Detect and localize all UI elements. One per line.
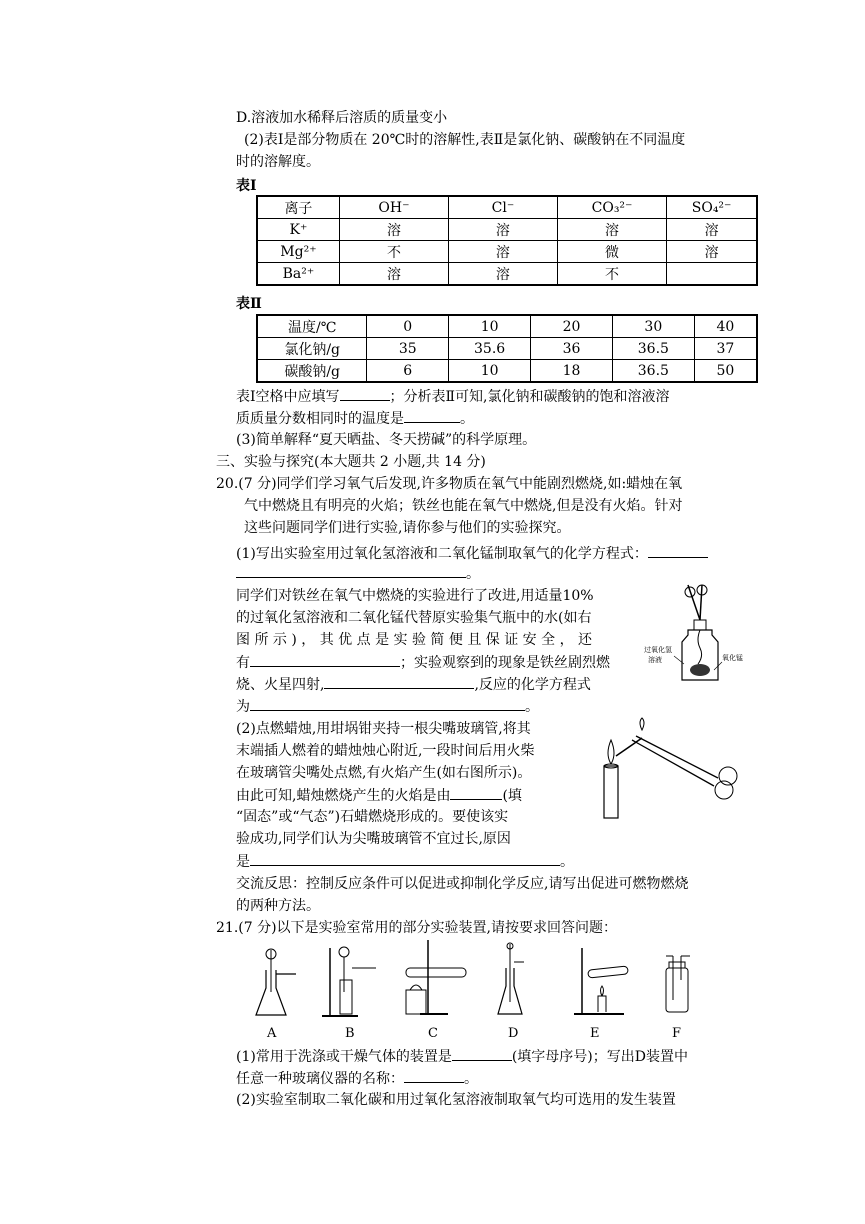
apparatus-b [322, 947, 376, 1016]
figure-label: 过氧化氢 [644, 646, 672, 654]
apparatus-f [666, 956, 690, 1012]
table-cell: 溶 [448, 241, 557, 263]
apparatus-d [498, 943, 524, 1014]
text-segment: 任意一种玻璃仪器的名称： [236, 1071, 404, 1087]
table-cell: Cl⁻ [448, 196, 557, 219]
q20-line-2: 气中燃烧且有明亮的火焰；铁丝也能在氧气中燃烧,但是没有火焰。针对 [244, 498, 683, 514]
apparatus-label: A [267, 1026, 277, 1041]
iron-line-5 [236, 674, 591, 695]
apparatus-e [574, 948, 628, 1014]
text-segment: 为 [236, 699, 250, 715]
q21-part-1 [236, 1046, 688, 1067]
apparatus-a [256, 949, 296, 1015]
table-cell: 30 [612, 315, 694, 338]
iron-line-1: 同学们对铁丝在氧气中燃烧的实验进行了改进,用适量10% [236, 588, 594, 604]
answer-blank[interactable] [250, 652, 400, 667]
table-cell: 溶 [339, 263, 448, 286]
table-cell: 10 [449, 315, 531, 338]
text-segment: 。 [460, 411, 474, 427]
table-cell: 36.5 [612, 360, 694, 383]
candle-line-5: “固态”或“气态”)石蜡燃烧形成的。要使该实 [236, 809, 509, 825]
q20-line-3: 这些问题同学们进行实验,请你参与他们的实验探究。 [244, 520, 571, 536]
table-1-title: 表Ⅰ [236, 178, 257, 194]
question-2-text-cont: 时的溶解度。 [236, 154, 320, 170]
table-cell: K⁺ [257, 219, 339, 241]
table-row [257, 219, 757, 241]
iron-line-6 [236, 696, 539, 717]
iron-line-4 [236, 652, 610, 673]
table-cell: 40 [694, 315, 757, 338]
table-1 [256, 195, 758, 286]
table-cell: 35.6 [449, 338, 531, 360]
table-row [257, 360, 757, 383]
table-cell: 温度/℃ [257, 315, 367, 338]
table-cell: OH⁻ [339, 196, 448, 219]
table-row [257, 338, 757, 360]
q20-part-1-cont [236, 563, 480, 584]
table-cell: Ba²⁺ [257, 263, 339, 286]
reflection-line-1: 交流反思：控制反应条件可以促进或抑制化学反应,请写出促进可燃物燃烧 [236, 876, 689, 892]
text-segment: 。 [466, 566, 480, 582]
text-segment: (1)常用于洗涤或干燥气体的装置是 [236, 1049, 452, 1065]
table-cell [667, 263, 757, 286]
table-cell: 0 [367, 315, 449, 338]
text-segment: (填 [502, 788, 522, 804]
candle-line-2: 末端插人燃着的蜡烛烛心附近,一段时间后用火柴 [236, 743, 535, 759]
answer-blank[interactable] [340, 386, 390, 401]
text-segment: ；分析表Ⅱ可知,氯化钠和碳酸钠的饱和溶液溶 [389, 389, 670, 405]
table-question-line-cont [236, 408, 474, 429]
answer-blank[interactable] [450, 785, 502, 800]
table-cell: 碳酸钠/g [257, 360, 367, 383]
question-3: (3)简单解释“夏天晒盐、冬天捞碱”的科学原理。 [236, 432, 537, 448]
table-cell: 50 [694, 360, 757, 383]
option-d: D.溶液加水稀释后溶质的质量变小 [236, 110, 448, 126]
table-row [257, 196, 757, 219]
table-cell: CO₃²⁻ [557, 196, 666, 219]
q20-part-1 [236, 543, 708, 564]
apparatus-label: C [428, 1026, 438, 1041]
apparatus-label: E [590, 1026, 600, 1041]
q21-text: 21.(7 分)以下是实验室常用的部分实验装置,请按要求回答问题： [216, 920, 617, 936]
table-cell: 溶 [448, 219, 557, 241]
figure-label: 溶液 [648, 656, 662, 664]
q21-part-2: (2)实验室制取二氧化碳和用过氧化氢溶液制取氧气均可选用的发生装置 [236, 1092, 676, 1108]
text-segment: 有 [236, 655, 250, 671]
text-segment: 烧、火星四射, [236, 677, 325, 693]
table-cell: SO₄²⁻ [667, 196, 757, 219]
table-cell: 不 [339, 241, 448, 263]
q20-line-1: 20.(7 分)同学们学习氧气后发现,许多物质在氧气中能剧烈燃烧,如:蜡烛在氧 [216, 476, 683, 492]
reflection-line-2: 的两种方法。 [236, 898, 320, 914]
table-cell: 离子 [257, 196, 339, 219]
table-question-line [236, 386, 670, 407]
table-cell: 溶 [339, 219, 448, 241]
apparatus-label: F [672, 1026, 682, 1041]
apparatus-figures [248, 940, 708, 1020]
table-row [257, 263, 757, 286]
table-cell: Mg²⁺ [257, 241, 339, 263]
apparatus-c [406, 940, 466, 1014]
section-3-heading: 三、实验与探究(本大题共 2 小题,共 14 分) [216, 454, 486, 470]
apparatus-label: B [345, 1026, 355, 1041]
answer-blank[interactable] [324, 674, 474, 689]
answer-blank[interactable] [404, 408, 460, 423]
table-row [257, 241, 757, 263]
text-segment: ；实验观察到的现象是铁丝剧烈燃 [400, 655, 610, 671]
table-2-title: 表Ⅱ [236, 296, 262, 312]
table-cell: 36.5 [612, 338, 694, 360]
candle-line-6: 验成功,同学们认为尖嘴玻璃管不宜过长,原因 [236, 831, 511, 847]
table-2 [256, 314, 758, 383]
answer-blank[interactable] [452, 1046, 512, 1061]
text-segment: 质质量分数相同时的温度是 [236, 411, 404, 427]
table-cell: 溶 [557, 219, 666, 241]
table-cell: 35 [367, 338, 449, 360]
iron-line-2: 的过氧化氢溶液和二氧化锰代替原实验集气瓶中的水(如右 [236, 610, 592, 626]
table-cell: 36 [531, 338, 613, 360]
table-cell: 6 [367, 360, 449, 383]
table-cell: 微 [557, 241, 666, 263]
iron-line-3: 图 所 示 ) ， 其 优 点 是 实 验 简 便 且 保 证 安 全 ， 还 [236, 632, 593, 648]
table-cell: 氯化钠/g [257, 338, 367, 360]
text-segment: 。 [464, 1071, 478, 1087]
text-segment: 。 [525, 699, 539, 715]
table-cell: 37 [694, 338, 757, 360]
answer-blank[interactable] [250, 696, 525, 711]
figure-label: 氧化锰 [722, 654, 743, 662]
text-segment: (填字母序号)；写出D装置中 [511, 1049, 688, 1065]
table-cell: 10 [449, 360, 531, 383]
answer-blank[interactable] [648, 543, 708, 558]
answer-blank[interactable] [404, 1068, 464, 1083]
table-cell: 18 [531, 360, 613, 383]
candle-line-4 [236, 785, 522, 806]
question-2-text: (2)表Ⅰ是部分物质在 20℃时的溶解性,表Ⅱ是氯化钠、碳酸钠在不同温度 [244, 132, 686, 148]
candle-line-7 [236, 851, 574, 872]
text-segment: 由此可知,蜡烛燃烧产生的火焰是由 [236, 788, 451, 804]
table-row [257, 315, 757, 338]
text-segment: 是 [236, 854, 250, 870]
table-cell: 20 [531, 315, 613, 338]
q21-part-1-cont [236, 1068, 478, 1089]
candle-tongs-figure [594, 716, 744, 820]
table-cell: 溶 [667, 219, 757, 241]
answer-blank[interactable] [236, 563, 466, 578]
text-segment: ,反应的化学方程式 [474, 677, 591, 693]
text-segment: 。 [560, 854, 574, 870]
answer-blank[interactable] [250, 851, 560, 866]
apparatus-label: D [508, 1026, 519, 1041]
table-cell: 溶 [667, 241, 757, 263]
text-segment: 表Ⅰ空格中应填写 [236, 389, 340, 405]
oxygen-bottle-figure [640, 580, 750, 690]
text-segment: (1)写出实验室用过氧化氢溶液和二氧化锰制取氧气的化学方程式： [236, 546, 648, 562]
candle-line-1: (2)点燃蜡烛,用坩埚钳夹持一根尖嘴玻璃管,将其 [236, 721, 531, 737]
table-cell: 溶 [448, 263, 557, 286]
table-cell: 不 [557, 263, 666, 286]
candle-line-3: 在玻璃管尖嘴处点燃,有火焰产生(如右图所示)。 [236, 765, 532, 781]
